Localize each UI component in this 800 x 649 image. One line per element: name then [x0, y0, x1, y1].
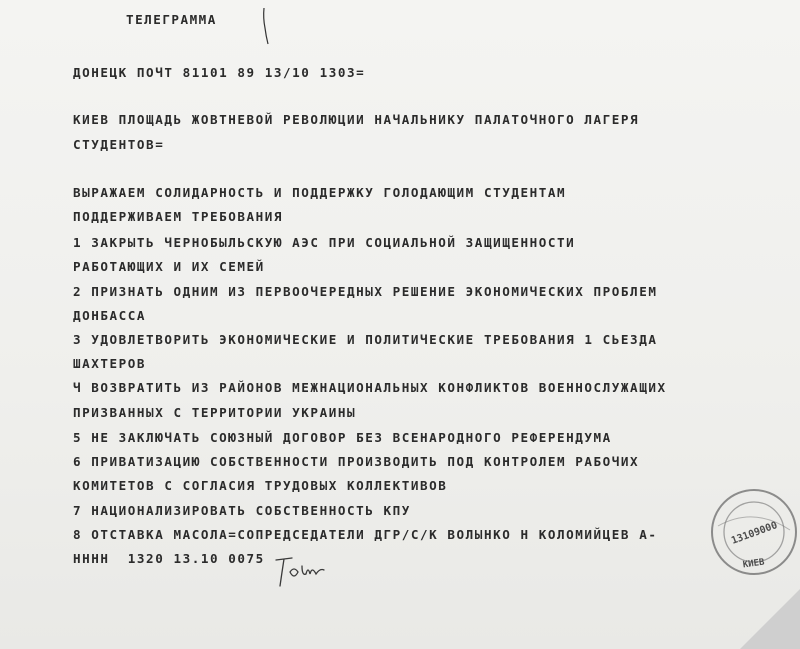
body-line-2: ПОДДЕРЖИВАЕМ ТРЕБОВАНИЯ	[73, 209, 284, 224]
body-line-3: 1 ЗАКРЫТЬ ЧЕРНОБЫЛЬСКУЮ АЭС ПРИ СОЦИАЛЬНОЙ ЗАЩИЩЕННОСТИ	[73, 235, 576, 250]
body-line-4: РАБОТАЮЩИХ И ИХ СЕМЕЙ	[73, 259, 265, 274]
body-line-9: Ч ВОЗВРАТИТЬ ИЗ РАЙОНОВ МЕЖНАЦИОНАЛЬНЫХ КОНФЛИКТОВ ВОЕННОСЛУЖАЩИХ	[73, 380, 667, 395]
body-line-8: ШАХТЕРОВ	[73, 356, 147, 371]
body-line-13: КОМИТЕТОВ С СОГЛАСИЯ ТРУДОВЫХ КОЛЛЕКТИВОВ	[73, 478, 448, 493]
address-line-1: КИЕВ ПЛОЩАДЬ ЖОВТНЕВОЙ РЕВОЛЮЦИИ НАЧАЛЬНИКУ ПАЛАТОЧНОГО ЛАГЕРЯ	[73, 112, 640, 127]
body-line-16: НННН 1320 13.10 0075	[73, 551, 265, 566]
handwritten-signature	[272, 552, 332, 592]
body-line-11: 5 НЕ ЗАКЛЮЧАТЬ СОЮЗНЫЙ ДОГОВОР БЕЗ ВСЕНАРОДНОГО РЕФЕРЕНДУМА	[73, 430, 612, 445]
body-line-5: 2 ПРИЗНАТЬ ОДНИМ ИЗ ПЕРВООЧЕРЕДНЫХ РЕШЕНИЕ ЭКОНОМИЧЕСКИХ ПРОБЛЕМ	[73, 284, 658, 299]
pen-mark-icon	[262, 6, 270, 46]
body-line-6: ДОНБАССА	[73, 308, 147, 323]
body-line-1: ВЫРАЖАЕМ СОЛИДАРНОСТЬ И ПОДДЕРЖКУ ГОЛОДАЮЩИМ СТУДЕНТАМ	[73, 185, 567, 200]
svg-text:13109000: 13109000	[729, 520, 780, 547]
address-line-2: СТУДЕНТОВ=	[73, 137, 165, 152]
paper-fold-corner	[740, 589, 800, 649]
origin-line: ДОНЕЦК ПОЧТ 81101 89 13/10 1303=	[73, 65, 366, 80]
svg-text:КИЕВ: КИЕВ	[742, 557, 766, 571]
body-line-12: 6 ПРИВАТИЗАЦИЮ СОБСТВЕННОСТИ ПРОИЗВОДИТЬ ПОД КОНТРОЛЕМ РАБОЧИХ	[73, 454, 640, 469]
body-line-14: 7 НАЦИОНАЛИЗИРОВАТЬ СОБСТВЕННОСТЬ КПУ	[73, 503, 411, 518]
telegram-header: ТЕЛЕГРАММА	[126, 12, 217, 27]
postal-stamp	[708, 486, 800, 578]
body-line-15: 8 ОТСТАВКА МАСОЛА=СОПРЕДСЕДАТЕЛИ ДГР/С/К ВОЛЫНКО Н КОЛОМИЙЦЕВ А-	[73, 527, 658, 542]
body-line-10: ПРИЗВАННЫХ С ТЕРРИТОРИИ УКРАИНЫ	[73, 405, 357, 420]
body-line-7: 3 УДОВЛЕТВОРИТЬ ЭКОНОМИЧЕСКИЕ И ПОЛИТИЧЕСКИЕ ТРЕБОВАНИЯ 1 СЬЕЗДА	[73, 332, 658, 347]
